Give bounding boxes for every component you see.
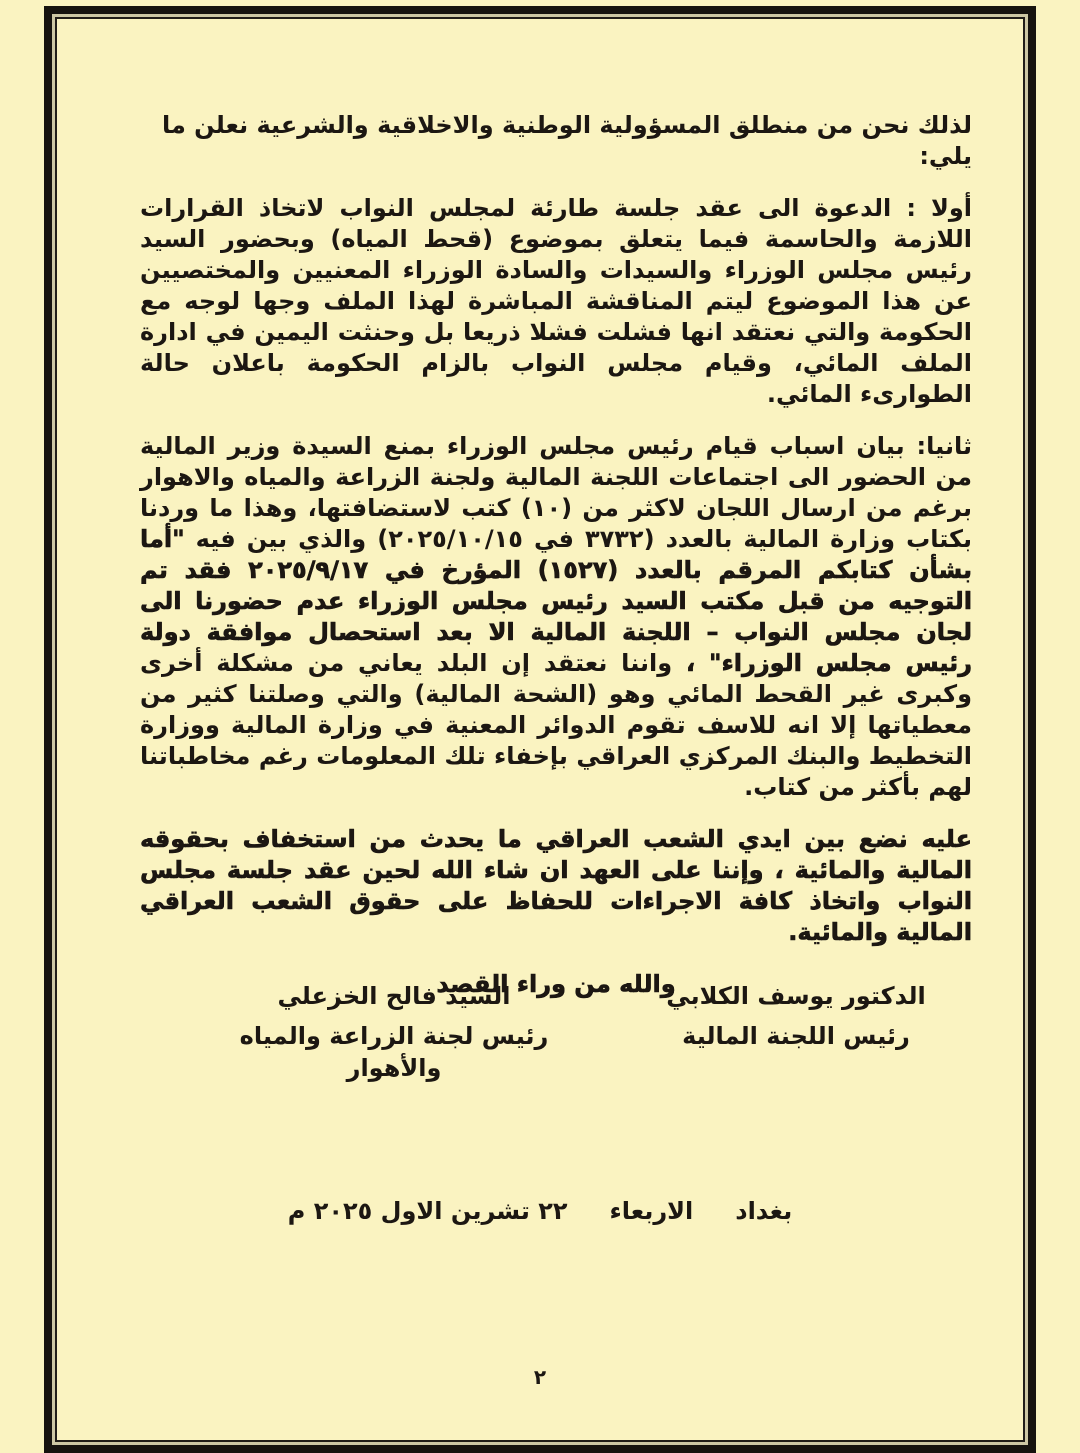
signature-agriculture-committee-chair [224,980,564,1084]
signatory-name: السيد فالح الخزعلي [277,982,511,1010]
document-content [52,14,1028,1445]
page-number: ٢ [533,1365,547,1389]
second-demand-paragraph [140,431,972,803]
dateline-city: بغداد [735,1197,793,1225]
closing-paragraph: عليه نضع بين ايدي الشعب العراقي ما يحدث من استخفاف بحقوقه المالية والمائية ، وإننا على العهد ان شاء الله لحين عقد جلسة مجلس النواب واتخاذ كافة الاجراءات للحفاظ على حقوق الشعب العراقي المالية والمائية. [140,825,972,946]
second-demand-lead: ثانيا: بيان اسباب قيام رئيس مجلس الوزراء بمنع السيدة وزير المالية من الحضور الى اجتماعات اللجنة المالية ولجنة الزراعة والمياه والاهوار برغم من ارسال اللجان لاكثر من (١٠) كتب لاستضافتها، وهذا ما وردنا بكتاب وزارة المالية بالعدد (٣٧٣٢ في ٢٠٢٥/١٠/١٥) والذي بين فيه [140,432,972,553]
signature-finance-committee-chair [646,980,946,1052]
dateline-date: ٢٢ تشرين الاول ٢٠٢٥ م [287,1197,568,1225]
declaration-intro: لذلك نحن من منطلق المسؤولية الوطنية والاخلاقية والشرعية نعلن ما يلي: [161,111,972,170]
document-border-frame [44,6,1036,1453]
second-demand-tail: واننا نعتقد إن البلد يعاني من مشكلة أخرى وكبرى غير القحط المائي وهو (الشحة المالية) والتي وصلتنا كثير من معطياتها إلا انه للاسف تقوم الدوائر المعنية في وزارة المالية ووزارة التخطيط والبنك المركزي العراقي بإخفاء تلك المعلومات رغم مخاطباتنا لهم بأكثر من كتاب. [140,649,972,801]
dateline [52,1196,1028,1227]
signatures-row [64,980,1016,1082]
quoted-ministry-directive: "أما بشأن كتابكم المرقم بالعدد (١٥٢٧) المؤرخ في ٢٠٢٥/٩/١٧ فقد تم التوجيه من قبل مكتب السيد رئيس مجلس الوزراء عدم حضورنا الى لجان مجلس النواب – اللجنة المالية الا بعد استحصال موافقة دولة رئيس مجلس الوزراء" ، [140,525,973,677]
signatory-title: رئيس لجنة الزراعة والمياه والأهوار [239,1022,549,1082]
closing-phrase: والله من وراء القصد [436,970,676,998]
dateline-weekday: الاربعاء [609,1197,694,1225]
first-demand-paragraph: أولا : الدعوة الى عقد جلسة طارئة لمجلس النواب لاتخاذ القرارات اللازمة والحاسمة فيما يتعلق بموضوع (قحط المياه) وبحضور السيد رئيس مجلس الوزراء والسيدات والسادة الوزراء المعنيين والمختصيين عن هذا الموضوع ليتم المناقشة المباشرة لهذا الملف وجها لوجه مع الحكومة والتي نعتقد انها فشلت فشلا ذريعا بل وحنثت اليمين في ادارة الملف المائي، وقيام مجلس النواب بالزام الحكومة باعلان حالة الطوارىء المائي. [140,194,972,408]
signatory-name: الدكتور يوسف الكلابي [666,982,926,1010]
signatory-title: رئيس اللجنة المالية [682,1022,910,1050]
